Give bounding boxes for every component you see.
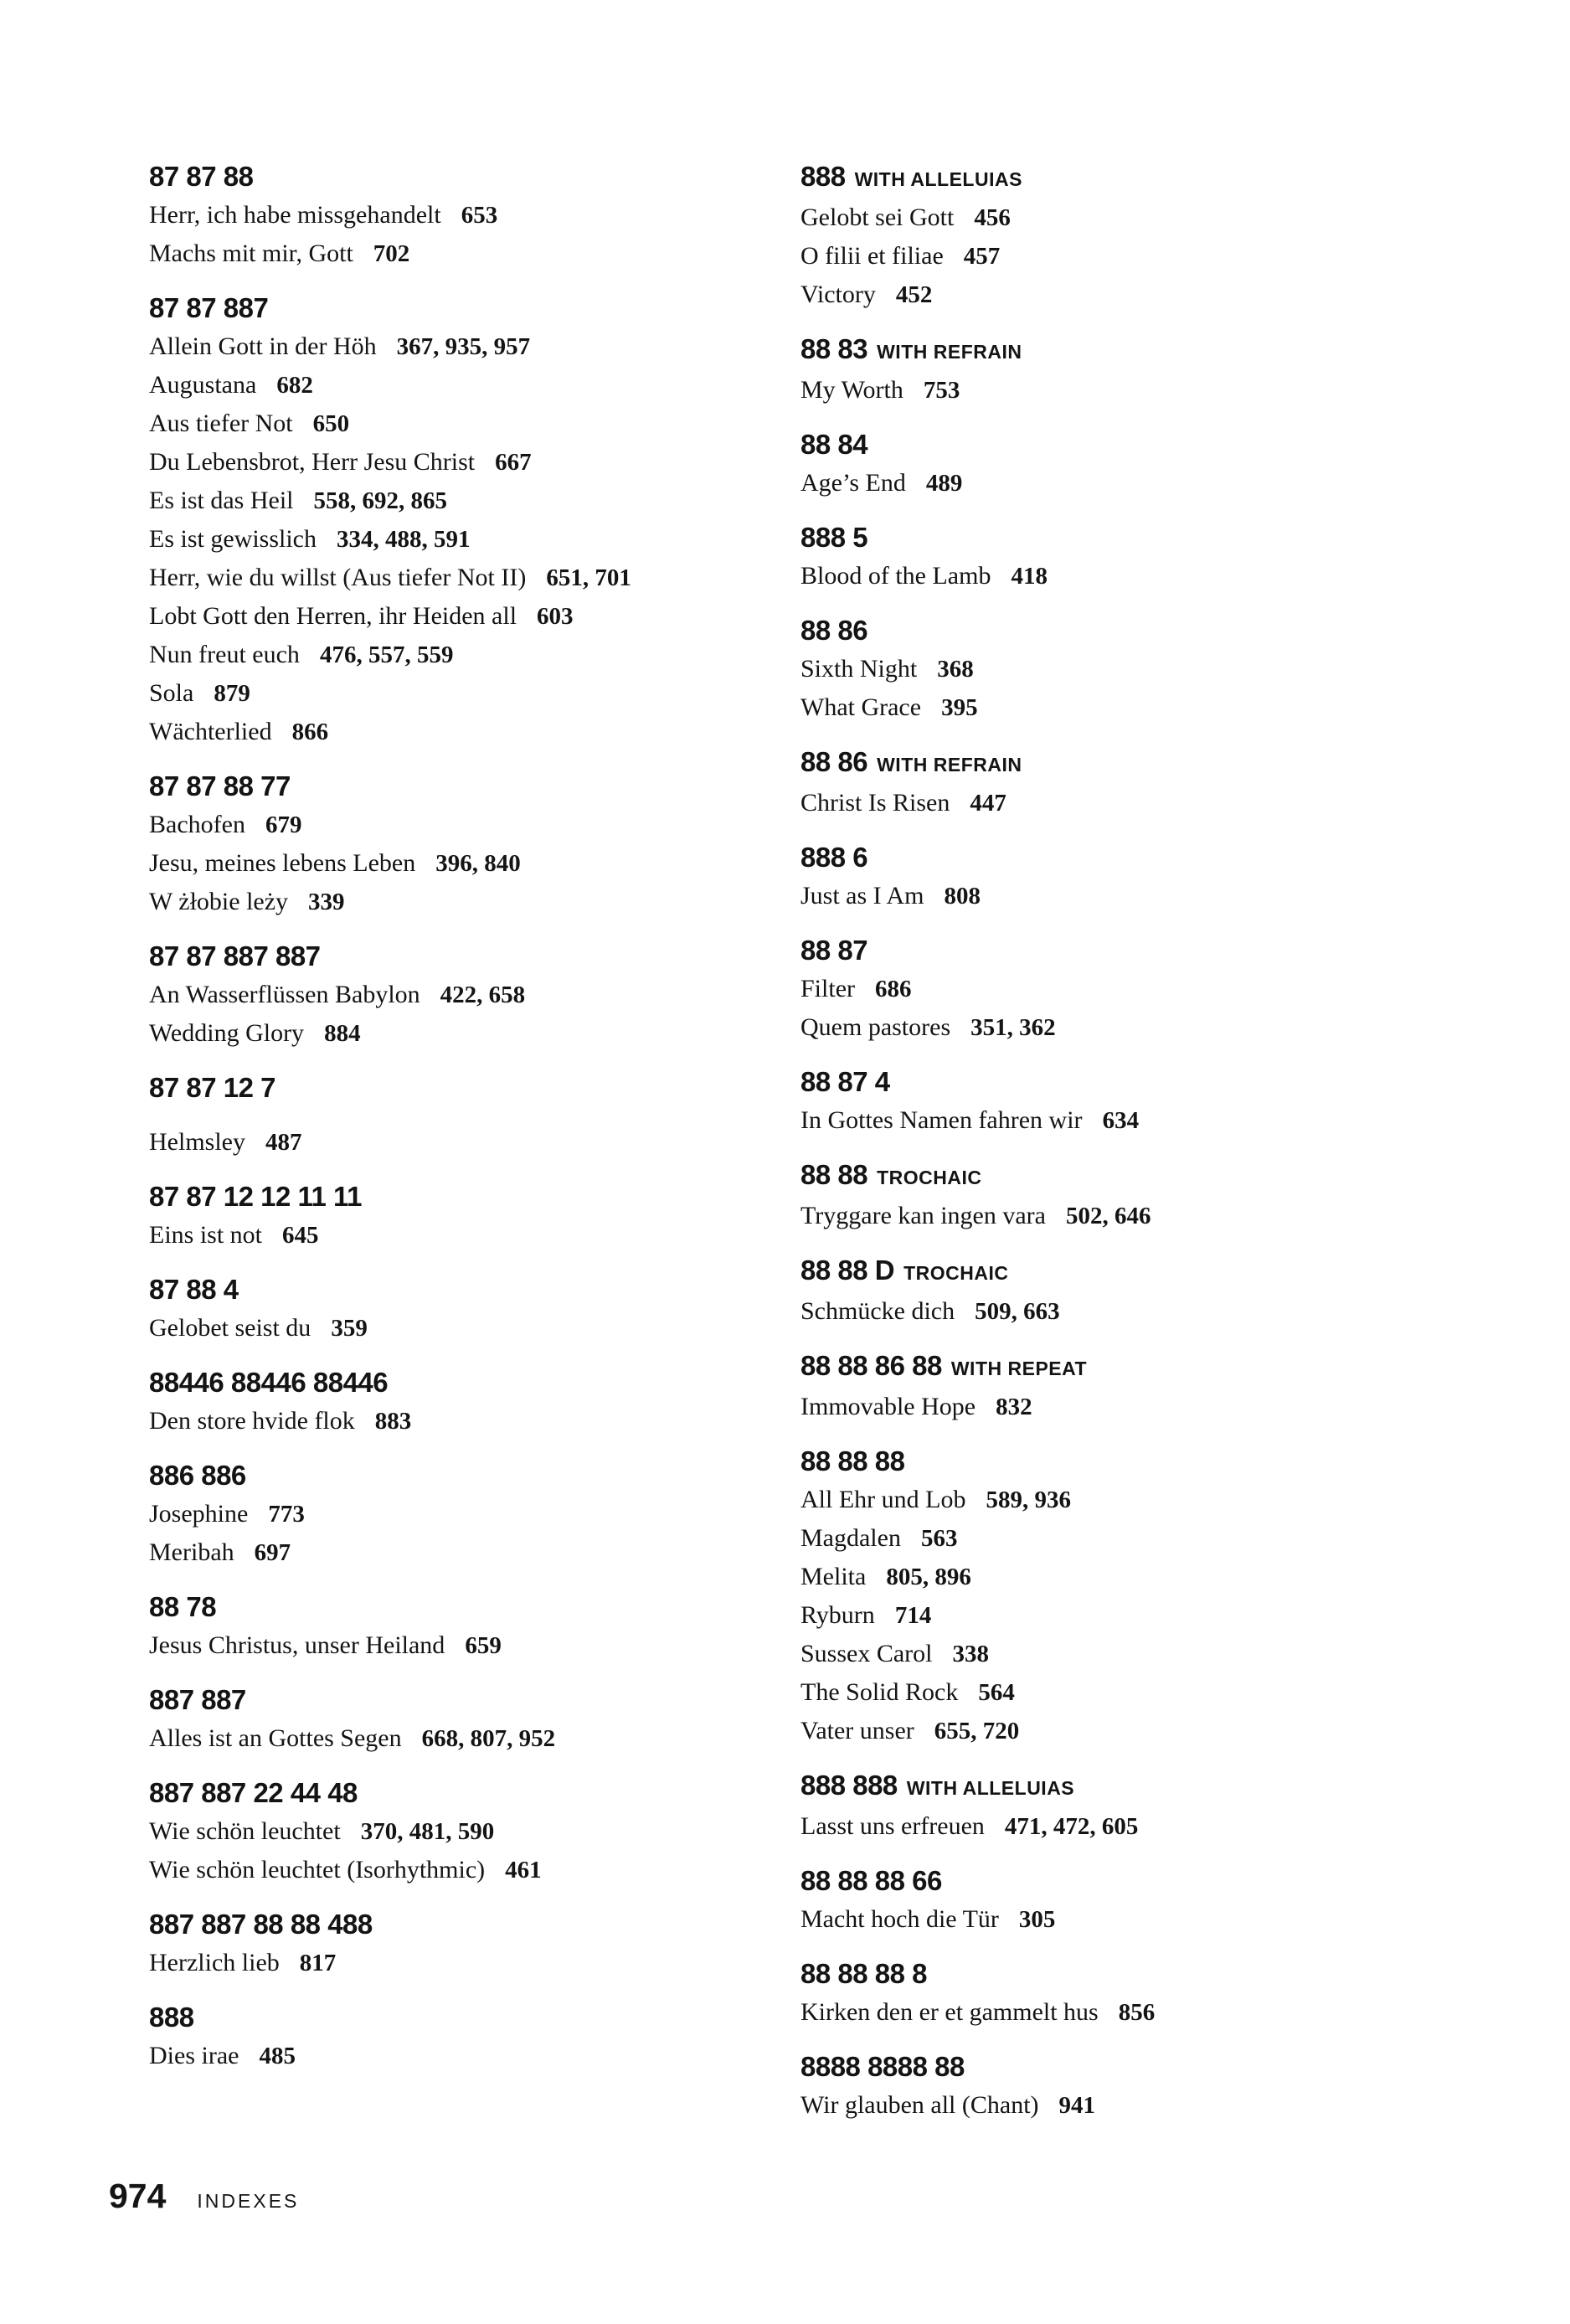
meter-heading: 87 87 887 887 <box>149 940 321 971</box>
meter-section <box>149 937 769 1053</box>
meter-heading: 88 88 86 88 WITH REPEAT <box>800 1350 1088 1381</box>
meter-section <box>149 1456 769 1572</box>
hymn-entry <box>149 806 769 844</box>
hymn-entry <box>800 650 1454 688</box>
hymn-name: Nun freut euch <box>149 641 300 668</box>
meter-section <box>800 743 1454 822</box>
hymn-name: Wedding Glory <box>149 1019 305 1047</box>
hymn-entry <box>149 636 769 674</box>
hymn-name: W żłobie leży <box>149 888 289 915</box>
hymn-entry <box>800 237 1454 276</box>
hymn-entry <box>800 1481 1454 1519</box>
hymn-refs: 668, 807, 952 <box>421 1725 556 1752</box>
meter-heading: 8888 8888 88 <box>800 2051 965 2082</box>
hymn-refs: 461 <box>505 1857 542 1883</box>
hymn-refs: 667 <box>495 449 532 476</box>
meter-heading: 87 87 12 12 11 11 <box>149 1181 362 1212</box>
hymn-name: Bachofen <box>149 811 245 838</box>
meter-heading: 87 87 887 <box>149 292 269 323</box>
hymn-entry <box>149 1309 769 1348</box>
meter-section <box>149 1270 769 1348</box>
meter-section <box>149 767 769 921</box>
hymn-entry <box>149 1216 769 1255</box>
meter-section <box>149 1069 769 1162</box>
meter-heading: 88 83 WITH REFRAIN <box>800 333 1022 364</box>
meter-section <box>149 1905 769 1982</box>
meter-heading: 888 6 <box>800 842 868 873</box>
hymn-refs: 452 <box>895 281 933 308</box>
meter-heading: 87 87 12 7 <box>149 1072 275 1103</box>
hymn-refs: 653 <box>461 202 498 229</box>
hymn-name: Schmücke dich <box>800 1297 955 1325</box>
hymn-name: Melita <box>800 1563 867 1590</box>
page-number: 974 <box>109 2177 167 2215</box>
hymn-name: Wächterlied <box>149 718 272 745</box>
hymn-refs: 659 <box>465 1632 502 1659</box>
hymn-entry <box>149 520 769 559</box>
hymn-entry <box>149 196 769 234</box>
meter-heading: 88 86 WITH REFRAIN <box>800 746 1022 777</box>
hymn-refs: 489 <box>925 470 963 497</box>
hymn-name: Machs mit mir, Gott <box>149 240 353 267</box>
hymn-entry <box>800 688 1454 727</box>
hymn-name: Victory <box>800 281 876 308</box>
meter-heading: 888 <box>149 2002 194 2033</box>
hymn-entry <box>800 276 1454 314</box>
hymn-entry <box>149 1944 769 1982</box>
hymn-name: Du Lebensbrot, Herr Jesu Christ <box>149 448 476 476</box>
hymn-name: Sola <box>149 679 194 707</box>
hymn-entry <box>149 1402 769 1440</box>
meter-section <box>149 1681 769 1758</box>
hymn-refs: 367, 935, 957 <box>396 333 531 360</box>
meter-heading: 88 88 88 <box>800 1445 905 1476</box>
hymn-refs: 866 <box>291 719 329 745</box>
hymn-refs: 941 <box>1058 2092 1096 2119</box>
hymn-entry <box>800 1673 1454 1712</box>
hymn-refs: 418 <box>1011 563 1048 590</box>
meter-heading: 88 84 <box>800 429 868 460</box>
hymn-entry <box>800 1807 1454 1846</box>
hymn-refs: 603 <box>537 603 574 630</box>
hymn-refs: 808 <box>944 883 981 910</box>
footer-label: INDEXES <box>197 2190 300 2212</box>
hymn-entry <box>149 883 769 921</box>
hymn-refs: 485 <box>259 2043 296 2069</box>
hymn-refs: 651, 701 <box>546 564 631 591</box>
hymn-entry <box>800 198 1454 237</box>
meter-heading: 88 78 <box>149 1591 217 1622</box>
meter-section <box>149 1177 769 1255</box>
meter-section <box>800 1442 1454 1750</box>
meter-heading: 87 88 4 <box>149 1274 239 1305</box>
hymn-name: Wie schön leuchtet (Isorhythmic) <box>149 1856 486 1883</box>
meter-section <box>800 1347 1454 1426</box>
hymn-refs: 655, 720 <box>934 1718 1020 1744</box>
hymn-name: Herzlich lieb <box>149 1949 280 1976</box>
hymn-name: Es ist das Heil <box>149 487 294 514</box>
hymn-entry <box>149 1851 769 1889</box>
meter-section <box>149 1588 769 1665</box>
hymn-entry <box>149 1719 769 1758</box>
hymn-name: The Solid Rock <box>800 1678 959 1706</box>
hymn-name: All Ehr und Lob <box>800 1486 966 1513</box>
hymn-name: In Gottes Namen fahren wir <box>800 1106 1083 1134</box>
hymn-entry <box>800 784 1454 822</box>
hymn-entry <box>149 713 769 751</box>
hymn-refs: 686 <box>875 976 912 1002</box>
meter-heading: 88 88 D TROCHAIC <box>800 1255 1009 1286</box>
hymn-refs: 396, 840 <box>435 850 521 877</box>
meter-heading: 87 87 88 77 <box>149 770 291 801</box>
hymn-entry <box>800 371 1454 410</box>
meter-section <box>149 289 769 751</box>
hymn-refs: 697 <box>254 1539 291 1566</box>
hymn-refs: 650 <box>312 410 350 437</box>
hymn-name: Ryburn <box>800 1601 875 1629</box>
hymn-refs: 370, 481, 590 <box>360 1818 495 1845</box>
hymn-name: Helmsley <box>149 1128 245 1156</box>
hymn-refs: 773 <box>268 1501 305 1528</box>
hymn-entry <box>800 557 1454 595</box>
hymn-name: Eins ist not <box>149 1221 263 1249</box>
hymn-refs: 832 <box>996 1394 1032 1420</box>
meter-heading: 887 887 88 88 488 <box>149 1909 373 1940</box>
meter-section <box>800 1063 1454 1140</box>
hymn-entry <box>149 1014 769 1053</box>
hymn-refs: 457 <box>963 243 1001 270</box>
hymn-name: Meribah <box>149 1538 234 1566</box>
meter-section <box>800 931 1454 1047</box>
meter-heading: 88 88 88 8 <box>800 1958 927 1989</box>
hymn-name: Augustana <box>149 371 257 399</box>
hymn-entry <box>149 1812 769 1851</box>
hymn-name: Sussex Carol <box>800 1640 933 1667</box>
meter-heading: 88 87 <box>800 935 868 966</box>
hymn-refs: 682 <box>276 372 313 399</box>
hymn-name: Herr, ich habe missgehandelt <box>149 201 441 229</box>
hymn-name: Lobt Gott den Herren, ihr Heiden all <box>149 602 517 630</box>
hymn-name: Christ Is Risen <box>800 789 950 817</box>
hymn-refs: 679 <box>265 812 302 838</box>
meter-section <box>800 1955 1454 2032</box>
meter-qualifier: WITH REFRAIN <box>877 341 1022 363</box>
hymn-name: Filter <box>800 975 855 1002</box>
meter-heading: 887 887 <box>149 1684 246 1715</box>
hymn-name: Vater unser <box>800 1717 914 1744</box>
hymn-entry <box>800 1635 1454 1673</box>
meter-heading: 88 88 88 66 <box>800 1865 942 1896</box>
meter-section <box>149 1363 769 1440</box>
meter-section <box>149 1774 769 1889</box>
page-footer <box>109 2179 299 2213</box>
meter-section <box>800 1862 1454 1939</box>
hymn-entry <box>149 1533 769 1572</box>
meter-section <box>800 157 1454 314</box>
hymn-entry <box>800 1712 1454 1750</box>
hymn-name: Alles ist an Gottes Segen <box>149 1724 402 1752</box>
hymn-entry <box>800 1596 1454 1635</box>
hymn-entry <box>800 970 1454 1008</box>
hymn-refs: 447 <box>970 790 1006 817</box>
hymn-refs: 883 <box>374 1408 412 1435</box>
meter-qualifier: TROCHAIC <box>877 1167 982 1188</box>
hymn-refs: 338 <box>952 1641 989 1667</box>
hymn-entry <box>800 1900 1454 1939</box>
meter-qualifier: WITH REPEAT <box>950 1358 1088 1379</box>
hymn-name: Tryggare kan ingen vara <box>800 1202 1046 1229</box>
meter-heading: 88 88 TROCHAIC <box>800 1159 982 1190</box>
meter-heading: 888 888 WITH ALLELUIAS <box>800 1770 1075 1801</box>
hymn-name: Macht hoch die Tür <box>800 1905 999 1933</box>
hymn-refs: 702 <box>373 240 410 267</box>
meter-heading: 88446 88446 88446 <box>149 1367 389 1398</box>
hymn-name: Immovable Hope <box>800 1393 976 1420</box>
hymn-name: What Grace <box>800 693 922 721</box>
hymn-refs: 856 <box>1118 1999 1156 2026</box>
hymn-entry <box>149 976 769 1014</box>
hymn-name: Quem pastores <box>800 1013 951 1041</box>
index-column-left <box>149 157 769 2075</box>
meter-heading: 888 WITH ALLELUIAS <box>800 161 1022 192</box>
hymn-entry <box>149 405 769 443</box>
hymn-entry <box>149 366 769 405</box>
hymn-refs: 884 <box>324 1020 361 1047</box>
hymn-refs: 502, 646 <box>1065 1203 1151 1229</box>
hymn-name: Gelobet seist du <box>149 1314 311 1342</box>
hymn-entry <box>800 1101 1454 1140</box>
hymn-refs: 817 <box>299 1950 337 1976</box>
hymn-refs: 805, 896 <box>886 1564 971 1590</box>
hymn-name: Age’s End <box>800 469 906 497</box>
meter-heading: 886 886 <box>149 1460 246 1491</box>
hymn-entry <box>149 559 769 597</box>
meter-section <box>149 157 769 273</box>
hymn-name: Herr, wie du willst (Aus tiefer Not II) <box>149 564 527 591</box>
hymn-refs: 334, 488, 591 <box>337 526 471 553</box>
meter-qualifier: WITH REFRAIN <box>877 754 1022 776</box>
hymn-refs: 558, 692, 865 <box>313 487 447 514</box>
hymn-name: Wie schön leuchtet <box>149 1817 341 1845</box>
hymn-name: Den store hvide flok <box>149 1407 355 1435</box>
hymn-name: Aus tiefer Not <box>149 410 293 437</box>
meter-heading: 88 86 <box>800 615 868 646</box>
hymn-name: Jesu, meines lebens Leben <box>149 849 416 877</box>
hymn-entry <box>149 844 769 883</box>
hymn-refs: 422, 658 <box>440 982 526 1008</box>
meter-qualifier: WITH ALLELUIAS <box>854 168 1022 190</box>
hymn-entry <box>149 2037 769 2075</box>
hymn-refs: 476, 557, 559 <box>319 642 454 668</box>
hymn-refs: 589, 936 <box>986 1487 1071 1513</box>
hymn-name: Blood of the Lamb <box>800 562 991 590</box>
hymn-entry <box>800 1993 1454 2032</box>
hymn-refs: 456 <box>974 204 1011 231</box>
meter-section <box>800 1156 1454 1235</box>
meter-section <box>800 1766 1454 1846</box>
hymn-entry <box>149 234 769 273</box>
hymn-refs: 395 <box>941 694 978 721</box>
hymn-refs: 487 <box>265 1129 302 1156</box>
hymn-name: Wir glauben all (Chant) <box>800 2091 1039 2119</box>
hymn-name: O filii et filiae <box>800 242 944 270</box>
hymn-entry <box>800 1519 1454 1558</box>
hymn-refs: 471, 472, 605 <box>1004 1813 1139 1840</box>
hymn-refs: 351, 362 <box>970 1014 1056 1041</box>
hymn-name: Just as I Am <box>800 882 924 910</box>
meter-heading: 887 887 22 44 48 <box>149 1777 358 1808</box>
hymn-name: Jesus Christus, unser Heiland <box>149 1631 445 1659</box>
hymn-name: Lasst uns erfreuen <box>800 1812 985 1840</box>
hymn-refs: 509, 663 <box>975 1298 1060 1325</box>
meter-section <box>800 1251 1454 1331</box>
hymn-entry <box>800 464 1454 502</box>
hymn-refs: 753 <box>923 377 960 404</box>
hymn-name: Kirken den er et gammelt hus <box>800 1998 1099 2026</box>
hymn-entry <box>149 443 769 482</box>
hymn-entry <box>800 1388 1454 1426</box>
hymn-entry <box>800 1292 1454 1331</box>
hymn-entry <box>149 1123 769 1162</box>
hymn-name: Sixth Night <box>800 655 918 683</box>
hymn-name: Gelobt sei Gott <box>800 204 955 231</box>
hymn-refs: 305 <box>1018 1906 1056 1933</box>
hymn-name: Es ist gewisslich <box>149 525 317 553</box>
meter-heading: 888 5 <box>800 522 868 553</box>
hymn-entry <box>149 1495 769 1533</box>
hymn-entry <box>800 1008 1454 1047</box>
hymn-name: An Wasserflüssen Babylon <box>149 981 420 1008</box>
hymn-refs: 634 <box>1102 1107 1140 1134</box>
hymn-refs: 879 <box>214 680 250 707</box>
hymn-refs: 564 <box>978 1679 1015 1706</box>
hymn-refs: 359 <box>331 1315 368 1342</box>
hymn-entry <box>800 1197 1454 1235</box>
meter-qualifier: WITH ALLELUIAS <box>906 1777 1075 1799</box>
hymn-refs: 714 <box>894 1602 932 1629</box>
meter-section <box>800 425 1454 502</box>
meter-section <box>800 838 1454 915</box>
hymn-name: Allein Gott in der Höh <box>149 332 377 360</box>
meter-section <box>800 518 1454 595</box>
hymn-name: Magdalen <box>800 1524 901 1552</box>
hymn-entry <box>149 597 769 636</box>
hymn-refs: 368 <box>937 656 974 683</box>
hymn-name: Josephine <box>149 1500 249 1528</box>
hymn-entry <box>149 482 769 520</box>
meter-section <box>800 2048 1454 2125</box>
hymn-refs: 339 <box>308 889 345 915</box>
hymn-entry <box>149 1626 769 1665</box>
meter-qualifier: TROCHAIC <box>903 1262 1009 1284</box>
hymn-entry <box>800 1558 1454 1596</box>
meter-heading: 88 87 4 <box>800 1066 890 1097</box>
hymn-entry <box>149 327 769 366</box>
meter-heading: 87 87 88 <box>149 161 254 192</box>
index-column-right <box>800 157 1454 2125</box>
hymn-refs: 645 <box>282 1222 319 1249</box>
meter-section <box>800 611 1454 727</box>
hymn-entry <box>800 877 1454 915</box>
meter-section <box>800 330 1454 410</box>
hymn-refs: 563 <box>920 1525 958 1552</box>
hymn-name: My Worth <box>800 376 903 404</box>
hymn-name: Dies irae <box>149 2042 239 2069</box>
hymn-entry <box>149 674 769 713</box>
hymn-entry <box>800 2086 1454 2125</box>
meter-section <box>149 1998 769 2075</box>
